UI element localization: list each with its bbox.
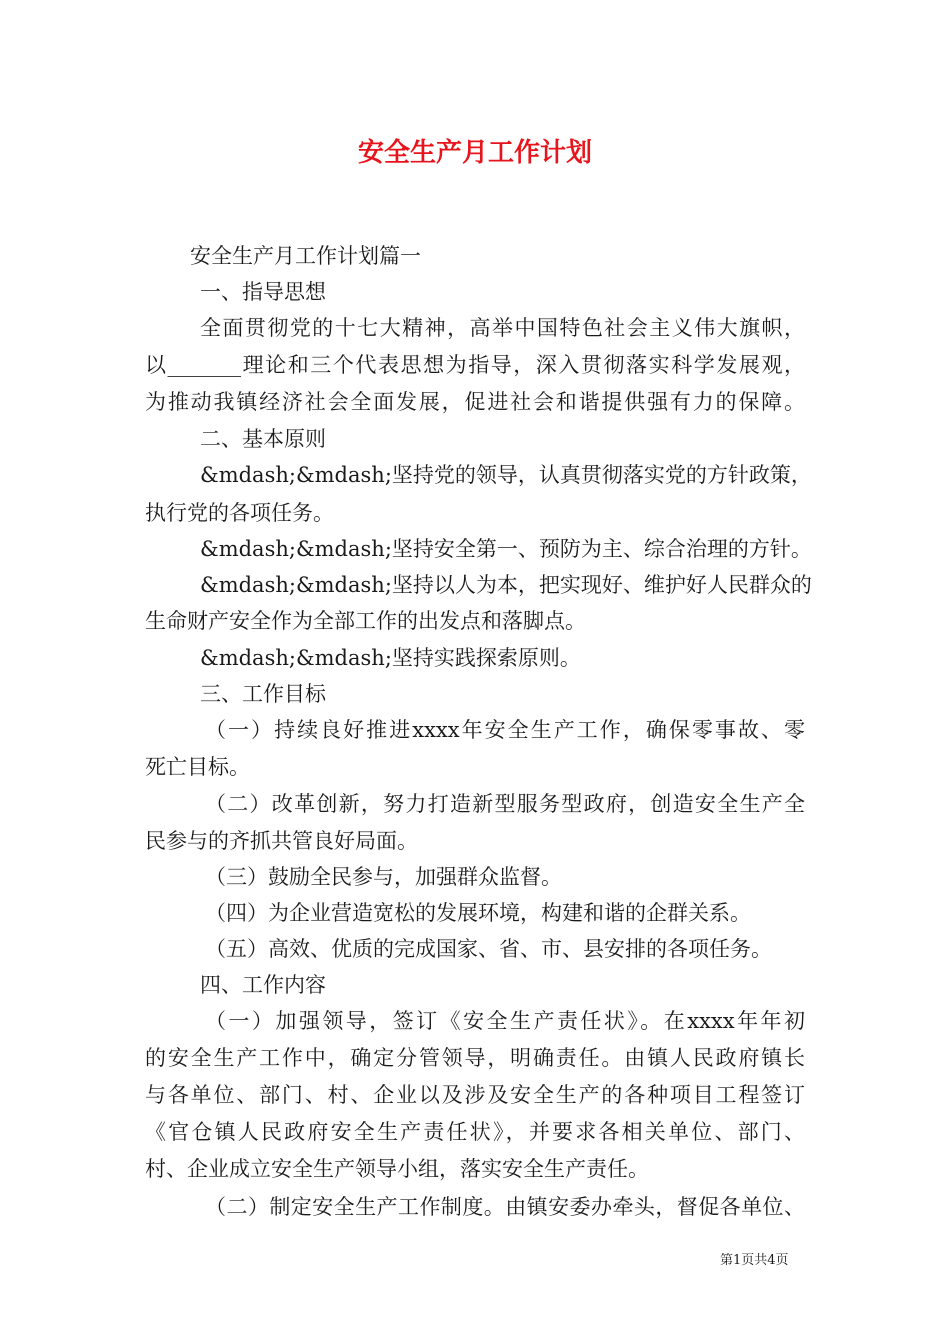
text-line: 《官仓镇人民政府安全生产责任状》，并要求各相关单位、部门、 <box>145 1120 805 1144</box>
text-line: 村、企业成立安全生产领导小组，落实安全生产责任。 <box>145 1157 649 1181</box>
text-line: （一）加强领导，签订《安全生产责任状》。在xxxx年年初 <box>205 1009 805 1033</box>
text-line: &mdash;&mdash;坚持以人为本，把实现好、维护好人民群众的 <box>200 573 812 597</box>
text-line: （四）为企业营造宽松的发展环境，构建和谐的企群关系。 <box>205 901 751 925</box>
document-title: 安全生产月工作计划 <box>357 138 592 168</box>
text-line: 民参与的齐抓共管良好局面。 <box>145 829 418 853</box>
text-line: &mdash;&mdash;坚持实践探索原则。 <box>200 646 581 670</box>
page-number: 第1页共4页 <box>720 1253 789 1268</box>
text-line: 生命财产安全作为全部工作的出发点和落脚点。 <box>145 609 586 633</box>
text-line: （一）持续良好推进xxxx年安全生产工作，确保零事故、零 <box>205 718 805 742</box>
text-line: 安全生产月工作计划篇一 <box>190 244 421 268</box>
text-line: 死亡目标。 <box>145 755 250 779</box>
text-line: 与各单位、部门、村、企业以及涉及安全生产的各种项目工程签订 <box>145 1083 805 1107</box>
text-line: 全面贯彻党的十七大精神，高举中国特色社会主义伟大旗帜， <box>200 316 805 340</box>
text-line: （五）高效、优质的完成国家、省、市、县安排的各项任务。 <box>205 937 772 961</box>
text-line: 一、指导思想 <box>200 280 326 304</box>
text-line: 为推动我镇经济社会全面发展，促进社会和谐提供强有力的保障。 <box>145 390 805 414</box>
text-line: （二）改革创新，努力打造新型服务型政府，创造安全生产全 <box>205 792 805 816</box>
text-line: &mdash;&mdash;坚持安全第一、预防为主、综合治理的方针。 <box>200 537 812 561</box>
text-line: （二）制定安全生产工作制度。由镇安委办牵头，督促各单位、 <box>205 1195 805 1219</box>
text-line: 二、基本原则 <box>200 427 326 451</box>
text-line: &mdash;&mdash;坚持党的领导，认真贯彻落实党的方针政策， <box>200 463 812 487</box>
text-line: 以_______理论和三个代表思想为指导，深入贯彻落实科学发展观， <box>145 353 805 377</box>
text-line: 三、工作目标 <box>200 682 326 706</box>
text-line: （三）鼓励全民参与，加强群众监督。 <box>205 865 562 889</box>
text-line: 四、工作内容 <box>200 973 326 997</box>
text-line: 执行党的各项任务。 <box>145 501 334 525</box>
text-line: 的安全生产工作中，确定分管领导，明确责任。由镇人民政府镇长 <box>145 1046 805 1070</box>
